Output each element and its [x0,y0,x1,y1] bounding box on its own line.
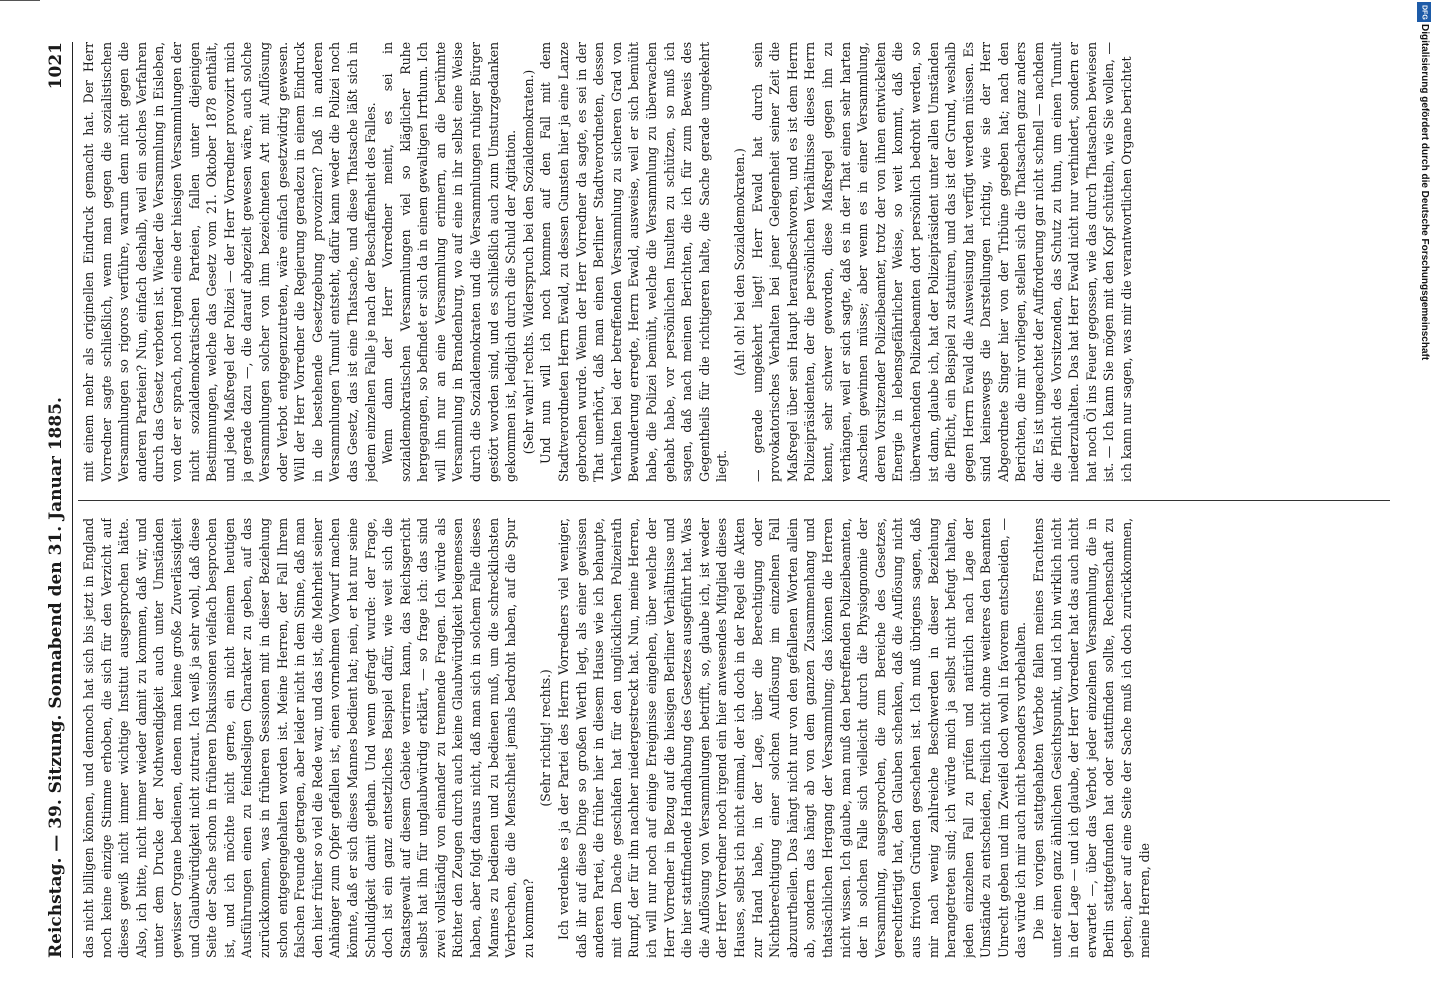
page-header [42,42,70,958]
digitization-attribution: Digitalisierung gefördert durch die Deutsche Forschungsgemeinschaft [1419,24,1430,361]
paragraph: Die im vorigen stattgehabten Verbote fallen meines Erachtens unter einen ganz ähnlichen Gesichtspunkt, und ich bin wirklich nicht in der Lage — und ich glaube, der Herr Vorredner hat das auch nicht erwartet —, über das Verbot jeder einzelnen Versammlung, die in Berlin stattgefunden hat oder stattfinden sollte, Rechenschaft zu geben; aber auf eine Seite der Sache muß ich doch zurückkommen, meine Herren, die [1031,518,1152,958]
paragraph: Wenn dann der Herr Vorredner meint, es sei in sozialdemokratischen Versammlungen viel so kläglicher Ruhe hergegangen, so befindet er sich da in einem gewaltigen Irrthum. Ich will ihn nur an eine Versammlung erinnern, an die berühmte Versammlung in Brandenburg, wo auf eine in ihr selbst eine Weise durch die Sozialdemokraten und die Versammlungen ruhiger Bürger gestört worden sind, und es schließlich auch zum Umsturzgedanken gekommen ist, lediglich durch die Schuld der Agitation. [380,42,519,482]
interjection: (Sehr richtig! rechts.) [538,669,554,807]
scanned-page [38,24,1398,976]
paragraph: mit einem mehr als originellen Eindruck gemacht hat. Der Herr Vorredner sagte schließlich, wenn man gegen die sozialistischen Versammlungen so rigoros verführe, warum denn nicht gegen die anderen Parteien? Nun, einfach deshalb, weil ein solches Verfahren durch das Gesetz verboten ist. Wieder die Versammlung in Eisleben, von der er sprach, noch irgend eine der hiesigen Versammlungen der nicht sozialdemokratischen Parteien, fallen unter diejenigen Bestimmungen, welche das Gesetz vom 21. Oktober 1878 enthält, und jede Maßregel der Polizei — der Herr Vorredner provozirt mich ja gerade dazu —, die darauf abgezielt gewesen wäre, auch solche Versammlungen solcher von ihm bezeichneten Art mit Auflösung oder Verbot entgegenzutreten, wäre einfach gesetzwidrig gewesen. Will der Herr Vorredner die Regierung geradezu in einem Eindruck in die bestehende Gesetzgebung provoziren? Daß in anderen Versammlungen Tumult entsteht, dafür kann weder die Polizei noch das Gesetz, das ist eine Thatsache, und diese Thatsache läßt sich in jedem einzelnen Falle je nach der Beschaffenheit des Falles. [81,42,378,482]
column-divider [78,500,1390,501]
interjection: (Ah! oh! bei den Sozialdemokraten.) [731,148,747,376]
top-edge-mark [0,0,40,1]
dfg-logo: DFG [1417,2,1431,22]
page-number: 1021 [46,42,66,90]
right-column [80,42,1392,482]
paragraph: — gerade umgekehrt liegt! Herr Ewald hat durch sein provokatorisches Verhalten bei jener Gelegenheit seiner Zeit die Maßregel über sein Haupt heraufbeschworen, und es ist dem Herrn Polizeipräsidenten, der die persönlichen Verhältnisse dieses Herrn kennt, sehr schwer geworden, diese Maßregel gegen ihn zu verhängen, weil er sich sagte, daß es in der That einen sehr harten Anschein gewinnen müsse; aber wenn es in einer Versammlung, deren Vorsitzender Polizeibeamter, trotz der von ihnen entwickelten Energie in lebensgefährlicher Weise, so weit kommt, daß die überwachenden Polizeibeamten dort persönlich bedroht werden, so ist dann, glaube ich, hat der Polizeipräsident unter allen Umständen die Pflicht, ein Beispiel zu statuiren, und das ist der Grund, weshalb gegen Herrn Ewald die Ausweisung hat verfügt werden müssen. Es sind keineswegs die Darstellungen richtig, wie sie der Herr Abgeordnete Singer hier von der Tribüne gegeben hat; nach den Berichten, die mir vorliegen, stellen sich die Thatsachen ganz anders dar. Es ist ungeachtet der Aufforderung gar nicht schnell — nachdem die Pflicht des Vorsitzenden, das Schutz zu thun, um einen Tumult niederzuhalten. Das hat Herr Ewald nicht nur verhindert, sondern er hat noch Öl ins Feuer gegossen, wie das durch Thatsachen bewiesen ist. — Ich kann Sie mögen mit den Kopf schütteln, wie Sie wollen, — ich kann nur sagen, was mir die verantwortlichen Organe berichtet [749,42,1135,482]
running-title: Reichstag. — 39. Sitzung. Sonnabend den 31. Januar 1885. [46,397,66,958]
left-column [80,518,1392,958]
paragraph: Ich verdenke es ja der Partei des Herrn Vorredners viel weniger, daß ihr auf diese Dinge so großen Werth legt, als einer gewissen anderen Partei, die früher hier in diesem Hause wie ich behaupte, mit dem Dache geschlafen hat für den unglücklichen Polizeirath Rumpf, der für ihn nachher niedergestreckt hat. Nun, meine Herren, ich will nur noch auf einige Ereignisse eingehen, über welche der Herr Vorredner in Bezug auf die hiesigen Berliner Verhältnisse und die hier stattfindende Handhabung des Gesetzes ausgeführt hat. Was die Auflösung von Versammlungen betrifft, so, glaube ich, ist weder der Herr Vorredner noch irgend ein hier anwesendes Mitglied dieses Hauses, selbst ich nicht einmal, der ich doch in der Regel die Akten zur Hand habe, in der Lage, über die Berechtigung oder Nichtberechtigung einer solchen Auflösung im einzelnen Fall abzuurtheilen. Das hängt nicht nur von den gefallenen Worten allein ab, sondern das hängt ab von dem ganzen Zusammenhang und thatsächlichen Hergang der Versammlung; das können die Herren nicht wissen. Ich glaube, man muß den betreffenden Polizeibeamten, der in solchen Falle sich vielleicht durch die Physiognomie der Versammlung, ausgesprochen, die zum Bereiche des Gesetzes, gerechtfertigt hat, den Glauben schenken, daß die Auflösung nicht aus frivolen Gründen geschehen ist. Ich muß übrigens sagen, daß mir nach wenig zahlreiche Beschwerden in dieser Beziehung herangetreten sind; ich würde mich ja selbst nicht befugt halten, jeden einzelnen Fall zu prüfen und natürlich nach Lage der Umstände zu entscheiden, freilich nicht ohne weiteres den Beamten Unrecht geben und im Zweifel doch wohl in favorem entscheiden, — das würde ich mir auch nicht besonders vorbehalten. [556,518,1029,958]
header-rule [72,42,73,958]
paragraph: Und nun will ich noch kommen auf den Fall mit dem Stadtverordneten Herrn Ewald, zu dessen Gunsten hier ja eine Lanze gebrochen wurde. Wenn der Herr Vorredner da sagte, es sei in der That unerhört, daß man einen Berliner Stadtverordneten, dessen Verhalten bei der betreffenden Versammlung zu sicheren Grad von Bewunderung erregte, Herrn Ewald, ausweise, weil er sich bemüht habe, die Polizei bemüht, welche die Versammlung zu überwachen gehabt habe, vor persönlichen Insulten zu schützen, so muß ich sagen, daß nach meinen Berichten, die ich für zum Beweis des Gegentheils für die richtigeren halte, die Sache gerade umgekehrt liegt. [538,42,730,482]
interjection: (Sehr wahr! rechts. Widerspruch bei den Sozialdemokraten.) [520,69,536,455]
paragraph: das nicht billigen können, und dennoch hat sich bis jetzt in England noch keine einzige Stimme erhoben, die sich für den Verzicht auf dieses gewiß nicht immer wichtige Institut ausgesprochen hätte. Also, ich bitte, nicht immer wieder damit zu kommen, daß wir, und unter dem Drucke der Nothwendigkeit auch unter Umständen gewisser Organe bedienen, denen man keine große Zuverlässigkeit und Glaubwürdigkeit nicht zutraut. Ich weiß ja sehr wohl, daß diese Seite der Sache schon in früheren Diskussionen vielfach besprochen ist, und ich möchte nicht gerne, ein nicht meinem heutigen Ausführungen einen zu feindseligen Charakter zu geben, auf das zurückkommen, was in früheren Sessionen mit in dieser Beziehung schon entgegengehalten worden ist. Meine Herren, der Fall Ihrem falschen Freunde getragen, aber leider nicht in dem Sinne, daß man den hier früher so viel die Rede war, und das ist, die Mehrheit seiner Anhänger zum Opfer gefallen ist, einen vornehmen Vorwurf machen könnte, daß er sich dieses Mannes bedient hat; nein, er hat nur seine Schuldigkeit damit gethan. Und wenn gefragt wurde: der Frage, doch ist ein ganz entsetzliches Beispiel dafür, wie weit sich die Staatsgewalt auf diesem Gebiete verirren kann, das Reichsgericht selbst hat ihn für unglaubwürdig erklärt, — so frage ich: das sind zwei vollständig von einander zu trennende Fragen. Ich würde als Richter den Zeugen durch auch keine Glaubwürdigkeit beigemessen haben, aber folgt daraus nicht, daß man sich in solchem Falle dieses Mannes zu bedienen und zu bedienen muß, um die schrecklichsten Verbrechen, die die Menschheit jemals bedroht haben, auf die Spur zu kommen? [81,518,536,958]
